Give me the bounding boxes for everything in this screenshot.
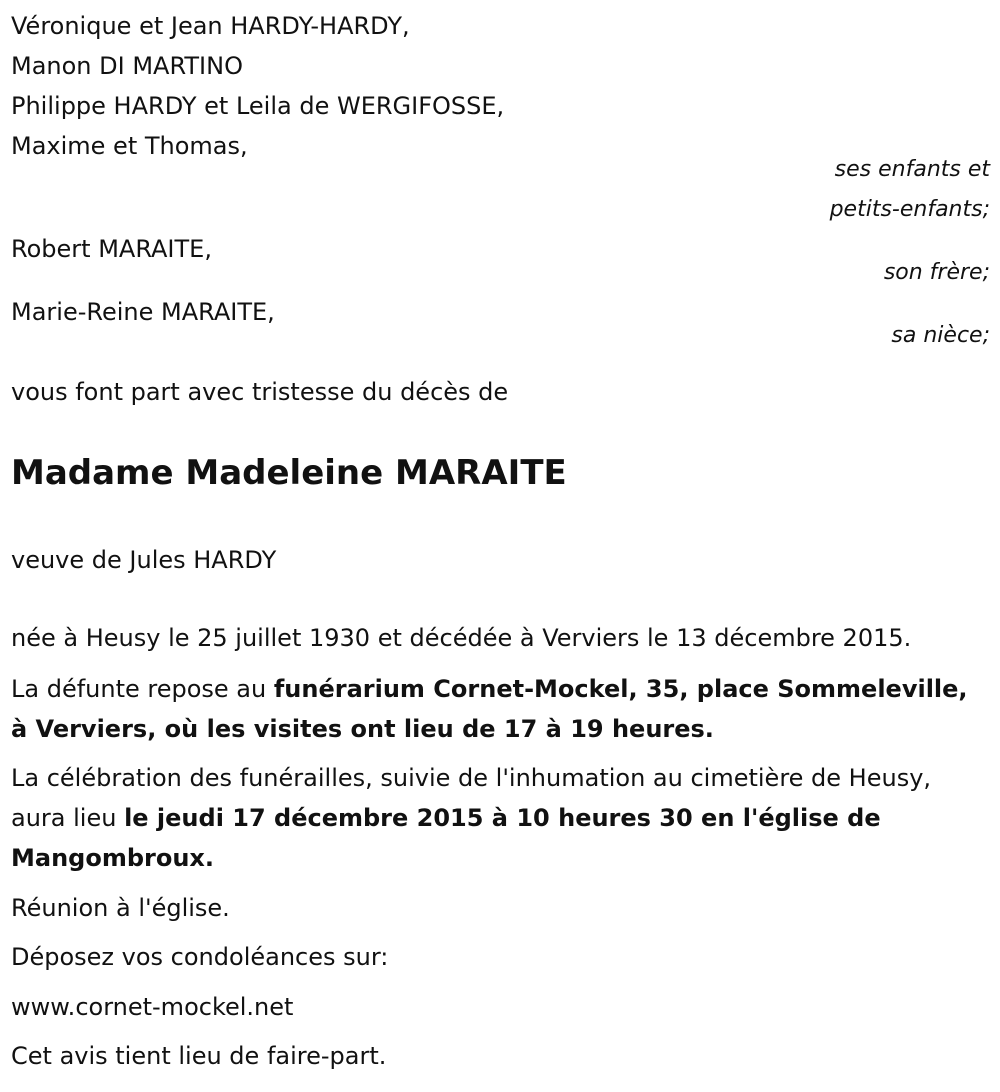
relation-niece: sa nièce; <box>891 323 990 348</box>
repose-prefix: La défunte repose au <box>11 675 274 703</box>
celebration-prefix: La célébration des funérailles, suivie de l'inhumation au cimetière de Heusy, aura lieu <box>11 764 932 832</box>
celebration-paragraph <box>11 758 991 878</box>
relation-children-1: ses enfants et <box>834 157 990 182</box>
relation-brother: son frère; <box>883 260 990 285</box>
widow-of: veuve de Jules HARDY <box>11 546 277 574</box>
closing: Cet avis tient lieu de faire-part. <box>11 1042 387 1070</box>
brother-name: Robert MARAITE, <box>11 235 212 263</box>
family-line-2: Manon DI MARTINO <box>11 52 243 80</box>
condolences: Déposez vos condoléances sur: <box>11 943 389 971</box>
website-link[interactable]: www.cornet-mockel.net <box>11 993 294 1021</box>
relation-children-2: petits-enfants; <box>829 197 990 222</box>
niece-name: Marie-Reine MARAITE, <box>11 298 275 326</box>
deceased-name: Madame Madeleine MARAITE <box>11 453 567 493</box>
family-line-4: Maxime et Thomas, <box>11 132 248 160</box>
birth-death: née à Heusy le 25 juillet 1930 et décédée à Verviers le 13 décembre 2015. <box>11 624 912 652</box>
celebration-details: le jeudi 17 décembre 2015 à 10 heures 30 en l'église de Mangombroux. <box>11 804 881 872</box>
announcement: vous font part avec tristesse du décès de <box>11 378 509 406</box>
repose-paragraph <box>11 669 991 749</box>
repose-details: funérarium Cornet-Mockel, 35, place Sommeleville, à Verviers, où les visites ont lieu de 17 à 19 heures. <box>11 675 968 743</box>
reunion: Réunion à l'église. <box>11 894 230 922</box>
family-line-3: Philippe HARDY et Leila de WERGIFOSSE, <box>11 92 505 120</box>
family-line-1: Véronique et Jean HARDY-HARDY, <box>11 12 410 40</box>
